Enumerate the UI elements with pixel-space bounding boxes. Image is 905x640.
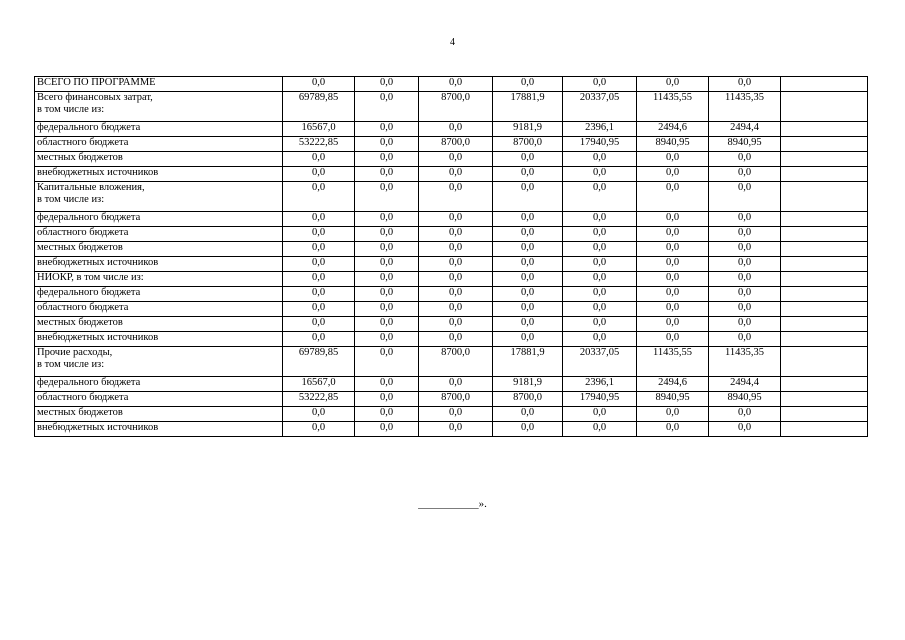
value-cell: 0,0 — [709, 287, 781, 302]
value-cell: 0,0 — [283, 227, 355, 242]
value-cell: 0,0 — [637, 242, 709, 257]
value-cell: 0,0 — [493, 422, 563, 437]
value-cell: 0,0 — [283, 167, 355, 182]
table-row — [35, 272, 868, 287]
value-cell — [781, 122, 868, 137]
table-row — [35, 152, 868, 167]
value-cell: 0,0 — [419, 377, 493, 392]
value-cell: 0,0 — [419, 242, 493, 257]
value-cell: 0,0 — [709, 257, 781, 272]
table-body — [35, 77, 868, 437]
value-cell — [781, 377, 868, 392]
value-cell: 0,0 — [493, 242, 563, 257]
value-cell: 0,0 — [355, 392, 419, 407]
value-cell: 0,0 — [355, 167, 419, 182]
row-label: федерального бюджета — [35, 122, 283, 137]
value-cell: 0,0 — [637, 407, 709, 422]
value-cell: 0,0 — [419, 272, 493, 287]
value-cell: 2494,6 — [637, 377, 709, 392]
value-cell: 9181,9 — [493, 377, 563, 392]
value-cell: 17881,9 — [493, 347, 563, 377]
row-label: местных бюджетов — [35, 317, 283, 332]
value-cell — [781, 212, 868, 227]
row-label: областного бюджета — [35, 227, 283, 242]
value-cell: 0,0 — [419, 122, 493, 137]
value-cell: 8700,0 — [419, 347, 493, 377]
value-cell: 0,0 — [637, 182, 709, 212]
value-cell: 2494,6 — [637, 122, 709, 137]
row-label: федерального бюджета — [35, 377, 283, 392]
value-cell: 0,0 — [637, 227, 709, 242]
value-cell: 0,0 — [563, 317, 637, 332]
value-cell: 0,0 — [637, 422, 709, 437]
table-row — [35, 407, 868, 422]
value-cell: 0,0 — [283, 272, 355, 287]
table-row — [35, 137, 868, 152]
value-cell: 69789,85 — [283, 347, 355, 377]
row-label: внебюджетных источников — [35, 167, 283, 182]
value-cell: 0,0 — [419, 302, 493, 317]
row-label: федерального бюджета — [35, 287, 283, 302]
value-cell: 0,0 — [637, 272, 709, 287]
row-label: Капитальные вложения, в том числе из: — [35, 182, 283, 212]
value-cell: 0,0 — [419, 227, 493, 242]
value-cell: 0,0 — [709, 422, 781, 437]
value-cell: 0,0 — [493, 287, 563, 302]
row-label: местных бюджетов — [35, 242, 283, 257]
value-cell — [781, 242, 868, 257]
value-cell: 0,0 — [355, 257, 419, 272]
value-cell: 11435,35 — [709, 347, 781, 377]
value-cell: 8700,0 — [493, 137, 563, 152]
row-label: внебюджетных источников — [35, 422, 283, 437]
row-label: внебюджетных источников — [35, 332, 283, 347]
closing-mark: ___________». — [418, 498, 487, 510]
value-cell: 0,0 — [419, 152, 493, 167]
value-cell: 0,0 — [283, 242, 355, 257]
value-cell: 0,0 — [637, 287, 709, 302]
table-row — [35, 227, 868, 242]
value-cell: 0,0 — [493, 302, 563, 317]
value-cell: 0,0 — [419, 317, 493, 332]
value-cell: 0,0 — [355, 227, 419, 242]
value-cell: 0,0 — [419, 422, 493, 437]
value-cell: 0,0 — [355, 77, 419, 92]
value-cell: 2494,4 — [709, 377, 781, 392]
value-cell: 0,0 — [563, 182, 637, 212]
value-cell: 20337,05 — [563, 347, 637, 377]
value-cell — [781, 302, 868, 317]
row-label: областного бюджета — [35, 302, 283, 317]
value-cell: 17940,95 — [563, 392, 637, 407]
value-cell — [781, 347, 868, 377]
value-cell: 0,0 — [637, 317, 709, 332]
value-cell: 17881,9 — [493, 92, 563, 122]
value-cell: 11435,55 — [637, 92, 709, 122]
value-cell: 2396,1 — [563, 377, 637, 392]
value-cell — [781, 182, 868, 212]
value-cell: 0,0 — [709, 182, 781, 212]
value-cell: 53222,85 — [283, 137, 355, 152]
value-cell: 0,0 — [419, 257, 493, 272]
value-cell: 0,0 — [637, 257, 709, 272]
table-row — [35, 92, 868, 122]
value-cell: 0,0 — [709, 407, 781, 422]
value-cell: 0,0 — [493, 257, 563, 272]
row-label: областного бюджета — [35, 392, 283, 407]
value-cell: 0,0 — [419, 212, 493, 227]
value-cell — [781, 152, 868, 167]
value-cell: 8940,95 — [637, 137, 709, 152]
value-cell: 0,0 — [283, 422, 355, 437]
value-cell: 0,0 — [637, 152, 709, 167]
value-cell: 0,0 — [355, 152, 419, 167]
value-cell: 0,0 — [637, 212, 709, 227]
value-cell: 0,0 — [283, 332, 355, 347]
value-cell: 17940,95 — [563, 137, 637, 152]
value-cell: 69789,85 — [283, 92, 355, 122]
value-cell: 0,0 — [355, 377, 419, 392]
value-cell: 0,0 — [283, 152, 355, 167]
table-row — [35, 182, 868, 212]
value-cell: 0,0 — [419, 287, 493, 302]
row-label: федерального бюджета — [35, 212, 283, 227]
value-cell: 0,0 — [637, 77, 709, 92]
value-cell: 0,0 — [709, 212, 781, 227]
value-cell: 0,0 — [355, 122, 419, 137]
value-cell: 0,0 — [355, 422, 419, 437]
value-cell: 0,0 — [637, 332, 709, 347]
value-cell: 0,0 — [355, 302, 419, 317]
value-cell: 8700,0 — [419, 137, 493, 152]
value-cell: 0,0 — [709, 272, 781, 287]
table-row — [35, 77, 868, 92]
value-cell: 0,0 — [637, 302, 709, 317]
row-label: НИОКР, в том числе из: — [35, 272, 283, 287]
value-cell: 11435,35 — [709, 92, 781, 122]
value-cell: 0,0 — [637, 167, 709, 182]
value-cell: 0,0 — [563, 422, 637, 437]
financing-table — [34, 76, 868, 437]
value-cell — [781, 332, 868, 347]
value-cell: 0,0 — [563, 287, 637, 302]
value-cell: 0,0 — [283, 317, 355, 332]
value-cell: 0,0 — [355, 287, 419, 302]
row-label: местных бюджетов — [35, 407, 283, 422]
value-cell: 11435,55 — [637, 347, 709, 377]
value-cell: 0,0 — [419, 182, 493, 212]
value-cell: 0,0 — [563, 407, 637, 422]
value-cell: 0,0 — [283, 302, 355, 317]
value-cell: 0,0 — [563, 152, 637, 167]
row-label: Прочие расходы, в том числе из: — [35, 347, 283, 377]
table-row — [35, 287, 868, 302]
value-cell — [781, 227, 868, 242]
value-cell — [781, 77, 868, 92]
value-cell: 0,0 — [283, 77, 355, 92]
table-row — [35, 392, 868, 407]
value-cell — [781, 287, 868, 302]
value-cell: 0,0 — [493, 212, 563, 227]
value-cell: 0,0 — [493, 332, 563, 347]
value-cell: 0,0 — [355, 242, 419, 257]
table-row — [35, 242, 868, 257]
value-cell: 0,0 — [709, 242, 781, 257]
value-cell: 0,0 — [419, 167, 493, 182]
table-row — [35, 122, 868, 137]
row-label: Всего финансовых затрат, в том числе из: — [35, 92, 283, 122]
value-cell — [781, 392, 868, 407]
value-cell: 8700,0 — [419, 92, 493, 122]
value-cell: 0,0 — [283, 212, 355, 227]
value-cell: 0,0 — [563, 332, 637, 347]
value-cell: 0,0 — [283, 407, 355, 422]
table-row — [35, 332, 868, 347]
value-cell: 0,0 — [283, 287, 355, 302]
value-cell: 2396,1 — [563, 122, 637, 137]
value-cell: 8940,95 — [637, 392, 709, 407]
value-cell: 0,0 — [355, 212, 419, 227]
value-cell: 0,0 — [493, 317, 563, 332]
value-cell: 16567,0 — [283, 122, 355, 137]
value-cell: 0,0 — [493, 167, 563, 182]
row-label: местных бюджетов — [35, 152, 283, 167]
value-cell: 0,0 — [355, 317, 419, 332]
value-cell: 0,0 — [355, 92, 419, 122]
value-cell: 16567,0 — [283, 377, 355, 392]
value-cell: 2494,4 — [709, 122, 781, 137]
value-cell — [781, 257, 868, 272]
table-row — [35, 347, 868, 377]
value-cell: 0,0 — [493, 272, 563, 287]
value-cell: 0,0 — [563, 167, 637, 182]
value-cell: 8940,95 — [709, 392, 781, 407]
value-cell — [781, 137, 868, 152]
value-cell — [781, 92, 868, 122]
value-cell: 0,0 — [419, 407, 493, 422]
value-cell: 0,0 — [709, 302, 781, 317]
row-label: ВСЕГО ПО ПРОГРАММЕ — [35, 77, 283, 92]
value-cell: 0,0 — [355, 407, 419, 422]
value-cell: 0,0 — [563, 212, 637, 227]
value-cell — [781, 422, 868, 437]
value-cell: 0,0 — [355, 137, 419, 152]
value-cell: 0,0 — [709, 227, 781, 242]
value-cell — [781, 407, 868, 422]
value-cell: 0,0 — [283, 257, 355, 272]
table-row — [35, 212, 868, 227]
value-cell: 9181,9 — [493, 122, 563, 137]
table-row — [35, 377, 868, 392]
value-cell: 0,0 — [355, 347, 419, 377]
value-cell: 0,0 — [493, 77, 563, 92]
value-cell: 0,0 — [709, 77, 781, 92]
value-cell: 0,0 — [563, 227, 637, 242]
value-cell: 0,0 — [563, 302, 637, 317]
value-cell: 0,0 — [419, 77, 493, 92]
value-cell: 0,0 — [355, 332, 419, 347]
value-cell: 20337,05 — [563, 92, 637, 122]
value-cell: 0,0 — [709, 167, 781, 182]
value-cell: 0,0 — [563, 257, 637, 272]
row-label: внебюджетных источников — [35, 257, 283, 272]
value-cell: 0,0 — [709, 152, 781, 167]
value-cell: 0,0 — [419, 332, 493, 347]
value-cell — [781, 272, 868, 287]
table-row — [35, 167, 868, 182]
table-row — [35, 302, 868, 317]
row-label: областного бюджета — [35, 137, 283, 152]
page-number: 4 — [450, 37, 455, 48]
value-cell: 8940,95 — [709, 137, 781, 152]
value-cell: 0,0 — [709, 332, 781, 347]
table-row — [35, 257, 868, 272]
value-cell: 0,0 — [563, 77, 637, 92]
value-cell: 0,0 — [493, 182, 563, 212]
value-cell: 0,0 — [709, 317, 781, 332]
value-cell: 0,0 — [493, 407, 563, 422]
value-cell: 0,0 — [493, 227, 563, 242]
value-cell: 8700,0 — [493, 392, 563, 407]
value-cell — [781, 167, 868, 182]
value-cell: 0,0 — [563, 242, 637, 257]
table-row — [35, 422, 868, 437]
value-cell: 8700,0 — [419, 392, 493, 407]
value-cell: 0,0 — [283, 182, 355, 212]
table-row — [35, 317, 868, 332]
value-cell: 0,0 — [493, 152, 563, 167]
value-cell: 53222,85 — [283, 392, 355, 407]
value-cell: 0,0 — [355, 182, 419, 212]
value-cell: 0,0 — [355, 272, 419, 287]
value-cell — [781, 317, 868, 332]
value-cell: 0,0 — [563, 272, 637, 287]
